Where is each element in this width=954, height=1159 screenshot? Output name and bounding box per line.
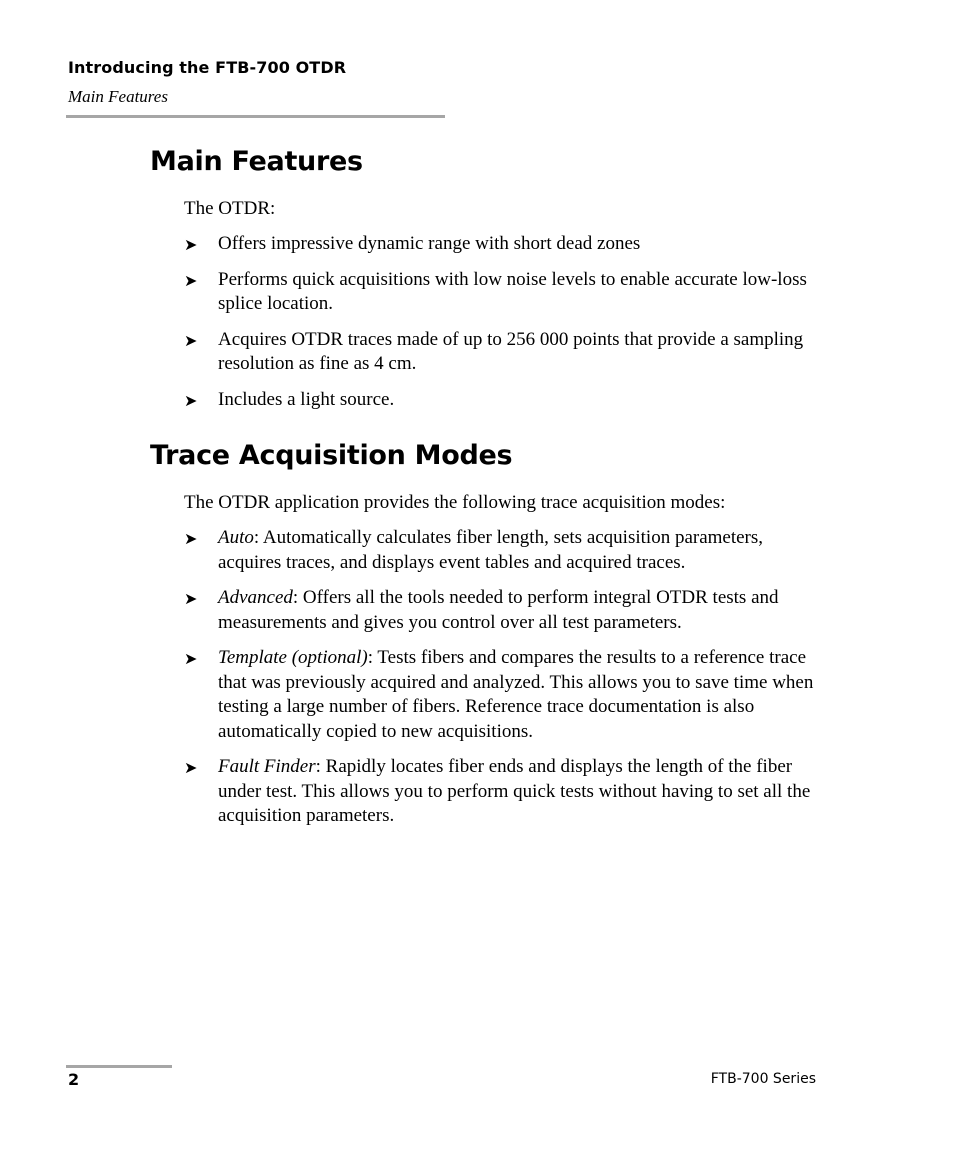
running-header-subtitle: Main Features bbox=[68, 87, 168, 106]
trace-modes-list bbox=[150, 526, 830, 829]
arrow-bullet-icon: ➤ bbox=[184, 649, 198, 668]
mode-description: : Tests fibers and compares the results to a reference trace that was previously acquired and analyzed. This allows you to save time when testing a large number of fibers. Reference trace documentation is also automatically copied to new acquisitions. bbox=[218, 647, 814, 742]
header-divider bbox=[66, 115, 445, 118]
arrow-bullet-icon: ➤ bbox=[184, 529, 198, 548]
mode-description: : Offers all the tools needed to perform integral OTDR tests and measurements and gives you control over all test parameters. bbox=[218, 587, 779, 633]
list-item-text: Performs quick acquisitions with low noise levels to enable accurate low-loss splice location. bbox=[218, 268, 807, 314]
running-header-title: Introducing the FTB-700 OTDR bbox=[68, 58, 347, 77]
list-item bbox=[184, 268, 818, 317]
list-item bbox=[184, 328, 818, 377]
main-features-heading: Main Features bbox=[150, 146, 363, 177]
page-number: 2 bbox=[68, 1070, 80, 1089]
arrow-bullet-icon: ➤ bbox=[184, 390, 198, 410]
list-item-text: Offers impressive dynamic range with short dead zones bbox=[218, 233, 641, 254]
list-item bbox=[184, 232, 818, 257]
mode-description: : Automatically calculates fiber length, sets acquisition parameters, acquires traces, and displays event tables and acquired traces. bbox=[218, 527, 764, 573]
list-item-text: Includes a light source. bbox=[218, 388, 395, 410]
mode-term: Advanced bbox=[218, 587, 293, 608]
list-item bbox=[184, 755, 818, 829]
mode-term: Template (optional) bbox=[218, 647, 368, 668]
arrow-bullet-icon: ➤ bbox=[184, 235, 198, 254]
arrow-bullet-icon: ➤ bbox=[184, 270, 198, 290]
footer-divider bbox=[66, 1065, 172, 1068]
arrow-bullet-icon: ➤ bbox=[184, 589, 198, 608]
arrow-bullet-icon: ➤ bbox=[184, 758, 198, 777]
mode-term: Fault Finder bbox=[218, 756, 316, 777]
footer-series-label: FTB-700 Series bbox=[710, 1071, 816, 1087]
trace-modes-heading: Trace Acquisition Modes bbox=[150, 440, 513, 471]
list-item-text: Acquires OTDR traces made of up to 256 000 points that provide a sampling resolution as fine as 4 cm. bbox=[218, 328, 804, 374]
mode-term: Auto bbox=[218, 527, 254, 548]
list-item bbox=[184, 646, 818, 744]
list-item bbox=[184, 388, 818, 413]
trace-modes-intro: The OTDR application provides the following trace acquisition modes: bbox=[184, 492, 726, 513]
main-features-list bbox=[150, 232, 830, 412]
list-item bbox=[184, 586, 818, 635]
list-item bbox=[184, 526, 818, 575]
main-features-intro: The OTDR: bbox=[184, 198, 276, 219]
page-content bbox=[150, 140, 830, 829]
arrow-bullet-icon: ➤ bbox=[184, 330, 198, 350]
mode-description: : Rapidly locates fiber ends and displays the length of the fiber under test. This allows you to perform quick tests without having to set all the acquisition parameters. bbox=[218, 756, 811, 826]
